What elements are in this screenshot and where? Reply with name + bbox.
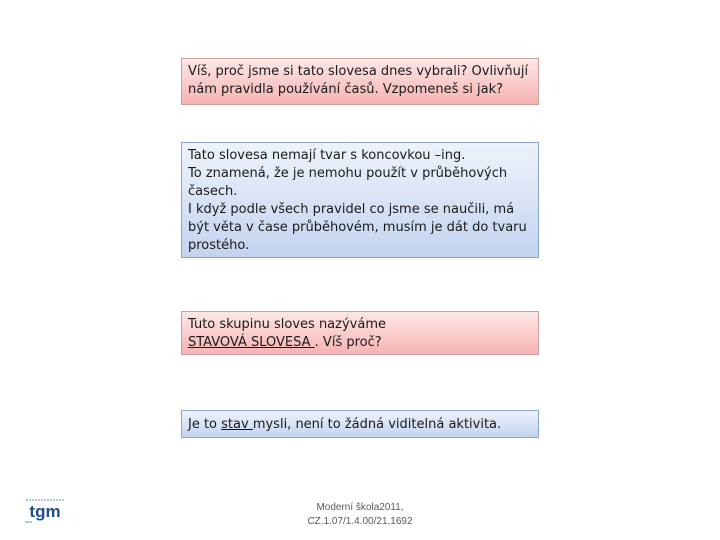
answer-emphasis: stav bbox=[221, 417, 253, 432]
explanation-line: prostého. bbox=[188, 238, 250, 253]
explanation-line: Tato slovesa nemají tvar s koncovkou –ing. bbox=[188, 148, 466, 163]
answer-line bbox=[188, 416, 532, 434]
stative-verbs-box bbox=[181, 311, 539, 355]
explanation-line: být věta v čase průběhovém, musím je dát do tvaru bbox=[188, 220, 527, 235]
logo-text: tgm bbox=[29, 502, 61, 521]
explanation-line: časech. bbox=[188, 184, 238, 199]
explanation-line: I když podle všech pravidel co jsme se naučili, má bbox=[188, 202, 515, 217]
answer-box bbox=[181, 410, 539, 438]
stative-term: STAVOVÁ SLOVESA bbox=[188, 335, 315, 350]
explanation-box bbox=[181, 142, 539, 258]
answer-rest: mysli, není to žádná viditelná aktivita. bbox=[252, 417, 502, 432]
answer-prefix: Je to bbox=[188, 417, 222, 432]
footer-line: CZ.1.07/1.4.00/21.1692 bbox=[307, 516, 413, 527]
explanation-line: To znamená, že je nemohu použít v průběhových bbox=[188, 166, 508, 181]
question-line: Víš, proč jsme si tato slovesa dnes vybrali? Ovlivňují bbox=[188, 64, 529, 79]
question-line: nám pravidla používání časů. Vzpomeneš si jak? bbox=[188, 82, 503, 97]
stative-term-line bbox=[188, 334, 532, 352]
stative-intro-line: Tuto skupinu sloves nazýváme bbox=[188, 317, 386, 332]
question-box bbox=[181, 58, 539, 105]
footer-line: Moderní škola2011, bbox=[316, 502, 404, 513]
tgm-logo bbox=[22, 497, 68, 525]
footer bbox=[280, 501, 440, 529]
stative-question: . Víš proč? bbox=[314, 335, 382, 350]
